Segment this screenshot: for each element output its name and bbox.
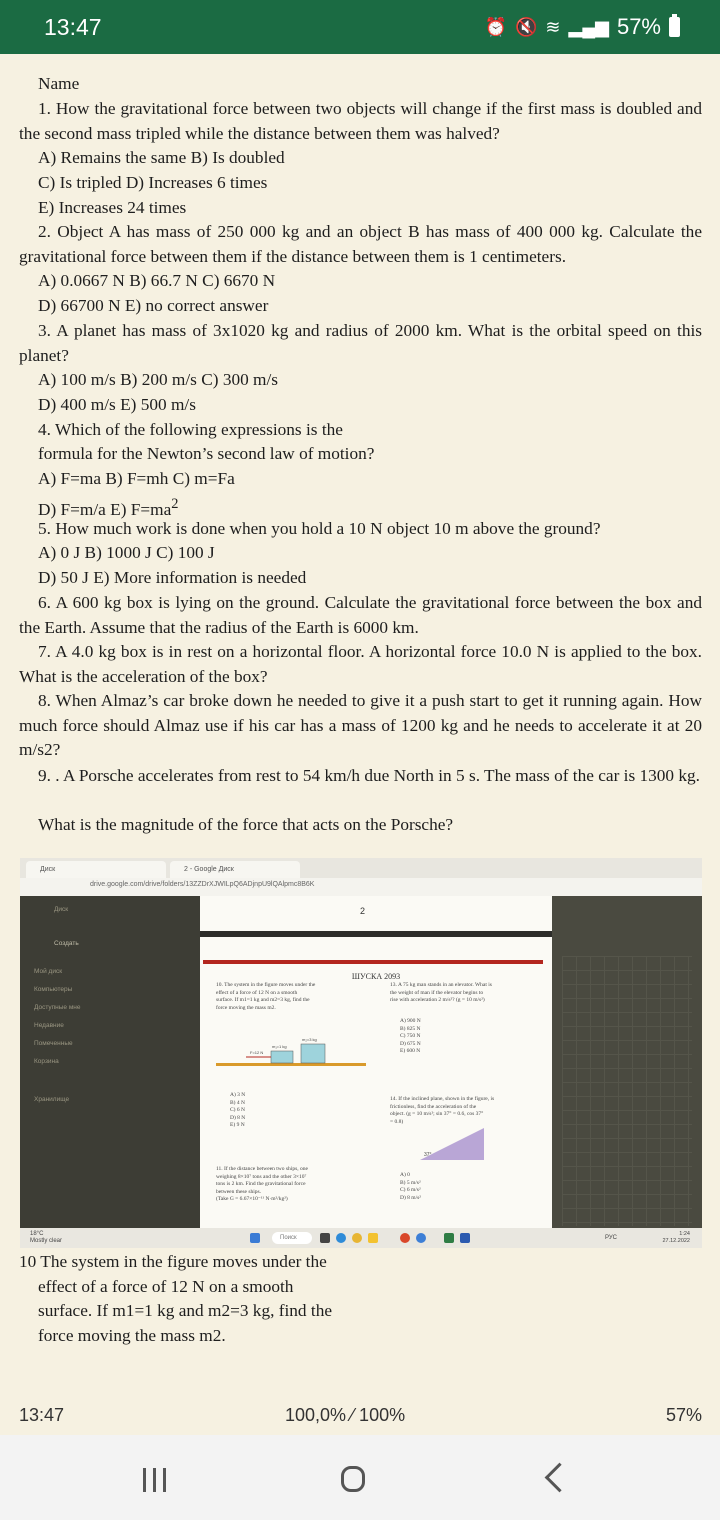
- question-2-text: 2. Object A has mass of 250 000 kg and an object B has mass of 400 000 kg. Calculate the gravitational force between them if the distance between them is 1 centimeters.: [19, 222, 702, 266]
- browser-tab-1[interactable]: [26, 861, 166, 878]
- question-7: [19, 640, 702, 689]
- drive-right-panel: [550, 896, 702, 1228]
- word-icon[interactable]: [460, 1233, 470, 1243]
- question-4-line-1: 4. Which of the following expressions is the: [38, 420, 343, 439]
- question-1-options-2: C) Is tripled D) Increases 6 times: [38, 173, 268, 192]
- question-10: [19, 1250, 379, 1349]
- sidebar-item-3[interactable]: Недавние: [34, 1022, 64, 1029]
- question-10-line-4: force moving the mass m2.: [38, 1326, 226, 1346]
- browser-url-bar[interactable]: [20, 878, 702, 896]
- incline-figure: [418, 1122, 488, 1162]
- status-time: 13:47: [44, 14, 102, 40]
- alarm-icon: ⏰: [484, 16, 507, 37]
- problem-13-options: A) 900 N B) 825 N C) 750 N D) 675 N E) 600 N: [400, 1018, 421, 1054]
- figure-m1-label: m₁=1 kg: [272, 1044, 287, 1049]
- signal-icon: ▂▄▆: [568, 16, 609, 37]
- status-icons: [485, 14, 680, 40]
- excel-icon[interactable]: [444, 1233, 454, 1243]
- file-grid-background: [562, 956, 692, 1226]
- wifi-icon: ≋: [545, 16, 561, 37]
- drive-label: Диск: [54, 906, 69, 913]
- battery-icon: [669, 17, 680, 37]
- viewer-info-bar: [0, 1395, 720, 1435]
- name-label: Name: [38, 74, 80, 93]
- question-9-text: 9. . A Porsche accelerates from rest to 54 km/h due North in 5 s. The mass of the car is 1300 kg.: [38, 766, 700, 785]
- question-10-line-3: surface. If m1=1 kg and m2=3 kg, find the: [38, 1301, 333, 1321]
- browser-tab-2[interactable]: [170, 861, 300, 878]
- app-icon-red[interactable]: [400, 1233, 410, 1243]
- viewer-zoom: 100,0% ⁄ 100%: [285, 1405, 406, 1425]
- document-page: [0, 54, 720, 854]
- taskbar-app-icon[interactable]: [320, 1233, 330, 1243]
- embedded-screenshot: [20, 858, 702, 1248]
- app-icon-blue[interactable]: [416, 1233, 426, 1243]
- viewer-time: 13:47: [19, 1405, 65, 1425]
- chrome-icon[interactable]: [352, 1233, 362, 1243]
- journal-header-rule: [203, 960, 543, 964]
- question-3-text: 3. A planet has mass of 3x1020 kg and radius of 2000 km. What is the orbital speed on this planet?: [19, 321, 702, 365]
- windows-taskbar: [20, 1228, 702, 1248]
- question-9: [19, 764, 702, 789]
- question-1: [19, 97, 702, 146]
- folder-icon[interactable]: [368, 1233, 378, 1243]
- question-5-options-1: A) 0 J B) 1000 J C) 100 J: [38, 543, 215, 562]
- figure-force-label: F=12 N: [250, 1050, 264, 1055]
- question-10-line-1: 10 The system in the figure moves under the: [19, 1252, 327, 1271]
- back-icon[interactable]: [545, 1463, 575, 1493]
- weather-widget[interactable]: 18°C Mostly clear: [30, 1231, 63, 1244]
- question-8: [19, 689, 702, 763]
- sidebar-item-6[interactable]: Хранилище: [34, 1096, 70, 1103]
- problem-11-text: 11. If the distance between two ships, one weighing 8×10⁷ tons and the other 3×10⁷ tons is 2 km. Find the gravitational force between these ships. (Take G = 6.67×10⁻¹¹ N·m²/kg²): [216, 1166, 308, 1202]
- question-1-options-3: E) Increases 24 times: [38, 198, 187, 217]
- question-3-options-1: A) 100 m/s B) 200 m/s C) 300 m/s: [38, 370, 279, 389]
- problem-14-text: 14. If the inclined plane, shown in the figure, is frictionless, find the acceleration of the object. (g = 10 m/s²; sin 37° = 0.6, cos 37° = 0.8): [390, 1096, 495, 1125]
- incline-angle-label: 37°: [424, 1152, 432, 1158]
- browser-tab-1-label: Диск: [40, 866, 56, 873]
- sidebar-item-2[interactable]: Доступные мне: [34, 1004, 81, 1011]
- pdf-page: [200, 896, 552, 1228]
- question-2: [19, 220, 702, 269]
- battery-percent: 57%: [616, 14, 661, 39]
- question-1-text: 1. How the gravitational force between two objects will change if the first mass is doubled and the second mass tripled while the distance between them was halved?: [19, 99, 702, 143]
- question-5-options-2: D) 50 J E) More information is needed: [38, 568, 307, 587]
- problem-13-text: 13. A 75 kg man stands in an elevator. What is the weight of man if the elevator begins to rise with acceleration 2 m/s²? (g = 10 m/s²): [390, 982, 492, 1003]
- pdf-page-divider: [200, 931, 552, 937]
- question-6-text: 6. A 600 kg box is lying on the ground. Calculate the gravitational force between the box and the Earth. Assume that the radius of the Earth is 6000 km.: [19, 593, 702, 637]
- question-3: [19, 319, 702, 368]
- url-text: drive.google.com/drive/folders/13ZZDrXJWILpQ6ADjnpU9lQAlpmc8B6K: [90, 881, 315, 888]
- recent-apps-icon[interactable]: [143, 1468, 169, 1492]
- mute-icon: 🔇: [514, 16, 538, 37]
- question-4-superscript: 2: [171, 496, 179, 512]
- question-3-options-2: D) 400 m/s E) 500 m/s: [38, 395, 196, 414]
- problem-10-options: A) 3 N B) 4 N C) 6 N D) 8 N E) 9 N: [230, 1092, 246, 1128]
- home-icon[interactable]: [341, 1466, 365, 1492]
- pdf-page-number: 2: [360, 906, 366, 916]
- taskbar-clock[interactable]: 1:24 27.12.2022: [662, 1231, 690, 1244]
- question-10-line-2: effect of a force of 12 N on a smooth: [38, 1276, 294, 1296]
- problem-10-text: 10. The system in the figure moves under the effect of a force of 12 N on a smooth surface. If m1=1 kg and m2=3 kg, find the force moving the mass m2.: [216, 982, 316, 1011]
- question-2-options-2: D) 66700 N E) no correct answer: [38, 296, 269, 315]
- question-4-options-1: A) F=ma B) F=mh C) m=Fa: [38, 469, 235, 488]
- problem-14-options: A) 0 B) 5 m/s² C) 6 m/s² D) 8 m/s²: [400, 1172, 421, 1201]
- question-4-options-2-main: D) F=m/a E) F=ma: [38, 499, 172, 519]
- question-4-line-2: formula for the Newton’s second law of motion?: [38, 444, 375, 463]
- question-9-line-2: What is the magnitude of the force that acts on the Porsche?: [38, 815, 454, 834]
- edge-icon[interactable]: [336, 1233, 346, 1243]
- figure-m2-label: m₂=3 kg: [302, 1037, 317, 1042]
- journal-title: ШУСКА 2093: [351, 972, 401, 981]
- question-8-text: 8. When Almaz’s car broke down he needed to give it a push start to get it running again. How much force should Almaz use if his car has a mass of 1200 kg and he needs to accelerate it at 20 m/s2?: [19, 691, 702, 760]
- drive-sidebar: [20, 896, 202, 1228]
- question-7-text: 7. A 4.0 kg box is in rest on a horizontal floor. A horizontal force 10.0 N is applied to the box. What is the acceleration of the box?: [19, 642, 702, 686]
- question-5-text: 5. How much work is done when you hold a 10 N object 10 m above the ground?: [38, 519, 601, 538]
- status-bar: [0, 0, 720, 54]
- browser-tab-strip: [20, 858, 702, 878]
- sidebar-item-1[interactable]: Компьютеры: [34, 986, 73, 993]
- language-indicator[interactable]: РУС: [605, 1235, 618, 1241]
- question-6: [19, 591, 702, 640]
- browser-tab-2-label: 2 - Google Диск: [184, 866, 234, 873]
- sidebar-item-5[interactable]: Корзина: [34, 1058, 59, 1065]
- navigation-bar: [0, 1435, 720, 1520]
- pulley-figure: [216, 1026, 366, 1086]
- question-1-options-1: A) Remains the same B) Is doubled: [38, 148, 285, 167]
- question-2-options-1: A) 0.0667 N B) 66.7 N C) 6670 N: [38, 271, 276, 290]
- sidebar-item-4[interactable]: Помеченные: [34, 1040, 73, 1047]
- windows-start-icon[interactable]: [250, 1233, 260, 1243]
- taskbar-search[interactable]: Поиск: [272, 1232, 312, 1244]
- sidebar-item-0[interactable]: Мой диск: [34, 968, 63, 975]
- create-button[interactable]: Создать: [54, 940, 79, 947]
- viewer-battery: 57%: [665, 1405, 702, 1425]
